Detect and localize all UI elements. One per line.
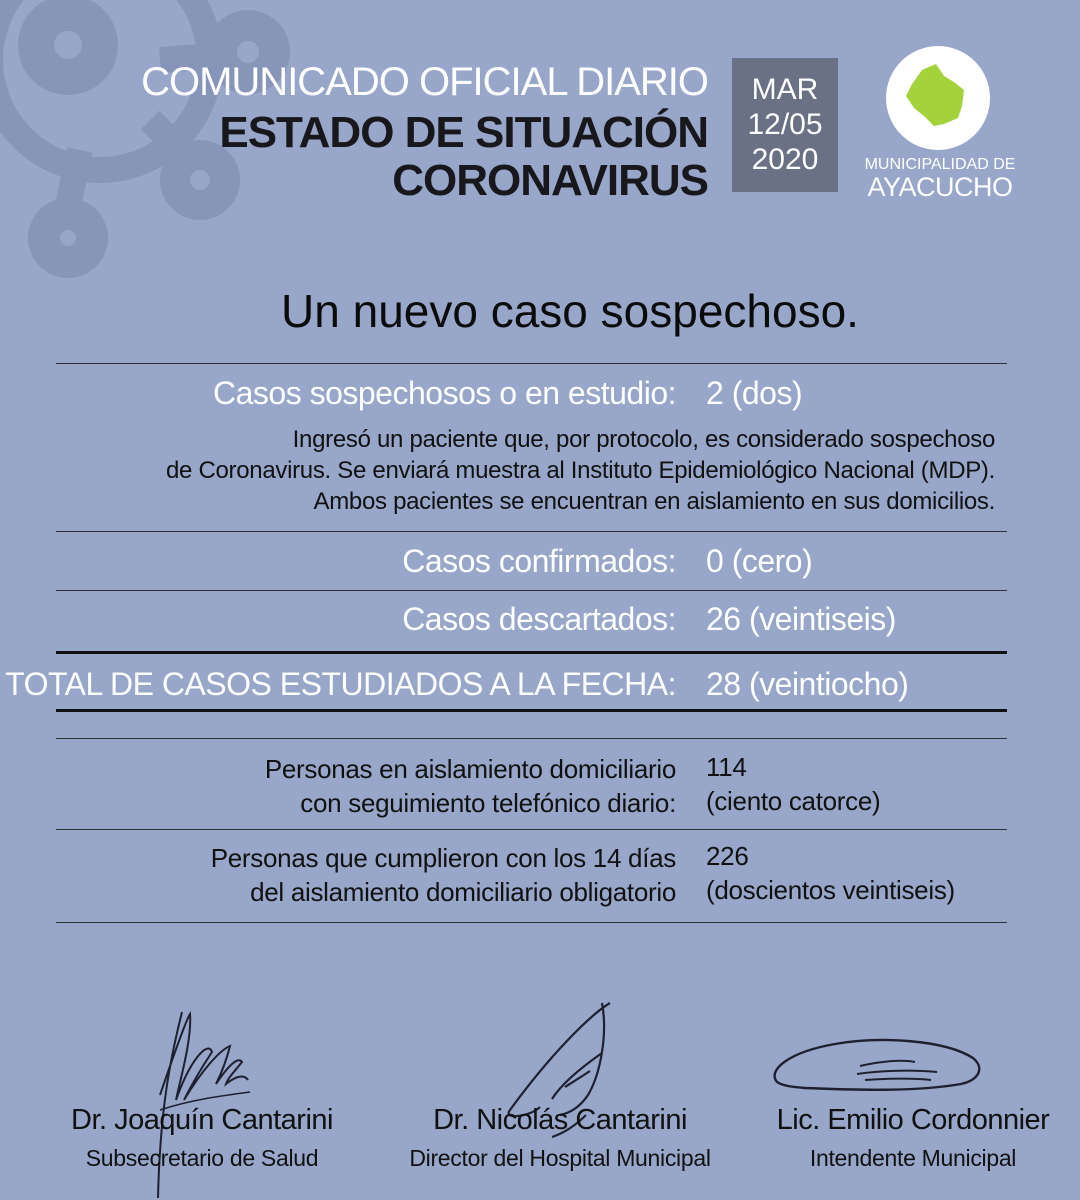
completed-value — [706, 839, 955, 907]
date-daymonth: 12/05 — [747, 108, 823, 141]
signatory-1-name: Dr. Joaquín Cantarini — [71, 1104, 333, 1136]
divider — [56, 531, 1007, 532]
completed-label-line: Personas que cumplieron con los 14 días — [210, 843, 676, 873]
monitored-value — [706, 750, 880, 818]
logo-text-line-2: AYACUCHO — [867, 172, 1013, 202]
divider — [56, 922, 1007, 923]
note-line: Ambos pacientes se encuentran en aislamiento en sus domicilios. — [313, 488, 995, 515]
divider — [56, 829, 1007, 830]
date-day: MAR — [751, 73, 819, 106]
note-line: Ingresó un paciente que, por protocolo, es considerado sospechoso — [292, 426, 995, 453]
monitored-label-line: con seguimiento telefónico diario: — [300, 788, 676, 818]
suspected-value: 2 (dos) — [706, 375, 803, 411]
header-line-2: ESTADO DE SITUACIÓN — [219, 108, 708, 157]
completed-label-line: del aislamiento domiciliario obligatorio — [250, 877, 676, 907]
date-badge — [732, 58, 838, 192]
discarded-value: 26 (veintiseis) — [706, 601, 896, 637]
divider-thick — [56, 709, 1007, 712]
logo-text-line-1: MUNICIPALIDAD DE — [864, 156, 1016, 173]
suspected-note — [166, 424, 995, 517]
signatory-2-name: Dr. Nicolás Cantarini — [433, 1104, 687, 1136]
signature-3 — [765, 1030, 990, 1100]
divider — [56, 738, 1007, 739]
signatory-2-role: Director del Hospital Municipal — [409, 1145, 711, 1171]
suspected-label: Casos sospechosos o en estudio: — [212, 375, 676, 411]
signatory-3-name: Lic. Emilio Cordonnier — [776, 1104, 1050, 1136]
completed-label — [211, 841, 676, 909]
total-value: 28 (veintiocho) — [706, 666, 909, 702]
completed-value-number: 226 — [706, 841, 749, 871]
divider — [56, 590, 1007, 591]
date-year: 2020 — [751, 143, 819, 176]
divider-thick — [56, 651, 1007, 654]
confirmed-value: 0 (cero) — [706, 543, 813, 579]
map-shape-icon — [900, 60, 976, 136]
discarded-label: Casos descartados: — [402, 601, 676, 637]
confirmed-label: Casos confirmados: — [402, 543, 676, 579]
monitored-value-words: (ciento catorce) — [706, 786, 881, 816]
headline: Un nuevo caso sospechoso. — [281, 285, 859, 337]
total-label: TOTAL DE CASOS ESTUDIADOS A LA FECHA: — [5, 666, 676, 702]
signatory-1-role: Subsecretario de Salud — [85, 1145, 319, 1171]
completed-value-words: (doscientos veintiseis) — [706, 875, 955, 905]
note-line: de Coronavirus. Se enviará muestra al Instituto Epidemiológico Nacional (MDP). — [166, 457, 995, 484]
monitored-value-number: 114 — [706, 752, 747, 782]
divider — [56, 363, 1007, 364]
monitored-label — [265, 752, 676, 820]
monitored-label-line: Personas en aislamiento domiciliario — [264, 754, 676, 784]
header-line-3: CORONAVIRUS — [392, 156, 708, 205]
signatory-3-role: Intendente Municipal — [809, 1145, 1017, 1171]
header-line-1: COMUNICADO OFICIAL DIARIO — [141, 60, 708, 104]
